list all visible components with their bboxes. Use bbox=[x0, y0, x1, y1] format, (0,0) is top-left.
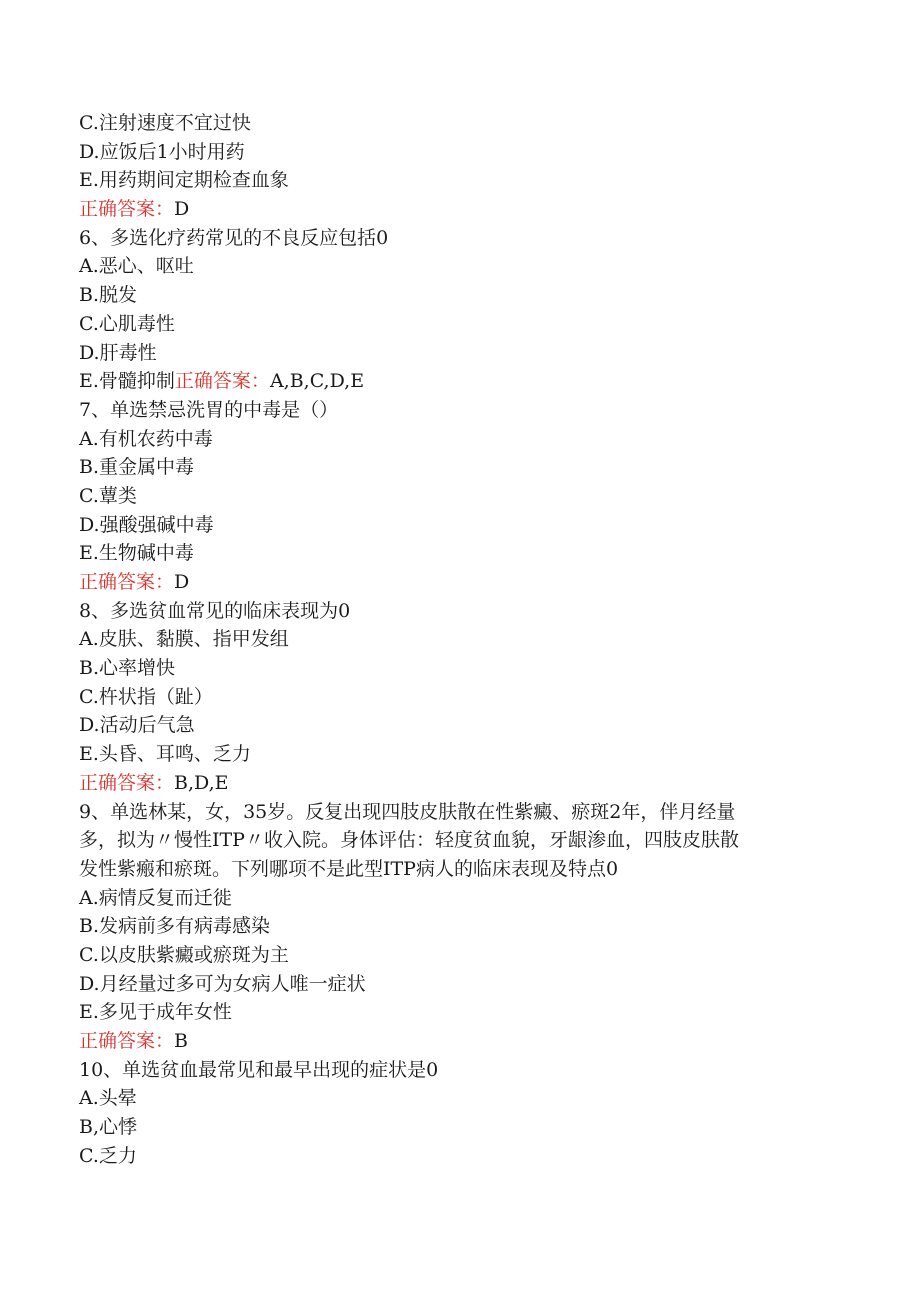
option-line: E.用药期间定期检查血象 bbox=[79, 169, 289, 192]
question-text-line: 9、单选林某，女，35岁。反复出现四肢皮肤散在性紫癜、瘀斑2年，伴月经量 bbox=[79, 800, 736, 823]
option-line: A.病情反复而迁徙 bbox=[79, 886, 232, 909]
answer-line bbox=[79, 769, 859, 798]
option-line: E.多见于成年女性 bbox=[79, 1001, 232, 1024]
option-line: E.生物碱中毒 bbox=[79, 542, 194, 565]
option-line: D.肝毒性 bbox=[79, 341, 157, 364]
question-text-line: 多，拟为〃慢性ITP〃收入院。身体评估：轻度贫血貌，牙龈渗血，四肢皮肤散 bbox=[79, 829, 739, 852]
answer-label: 正确答案： bbox=[79, 1030, 175, 1052]
answer-value: A,B,C,D,E bbox=[269, 370, 365, 393]
question-text: 6、多选化疗药常见的不良反应包括0 bbox=[79, 226, 389, 249]
option-line: D.强酸强碱中毒 bbox=[79, 513, 214, 536]
option-line: B.脱发 bbox=[79, 284, 138, 307]
answer-label: 正确答案： bbox=[79, 571, 175, 593]
option-line: B.发病前多有病毒感染 bbox=[79, 915, 271, 938]
option-line: C.心肌毒性 bbox=[79, 312, 175, 335]
question-text-line: 发性紫瘢和瘀斑。下列哪项不是此型ITP病人的临床表现及特点0 bbox=[79, 857, 619, 880]
option-line: A.有机农药中毒 bbox=[79, 427, 213, 450]
answer-label: 正确答案： bbox=[174, 370, 270, 393]
answer-label: 正确答案： bbox=[79, 771, 175, 794]
option-line: C.蕈类 bbox=[79, 484, 137, 507]
option-line: C.以皮肤紫癜或瘀斑为主 bbox=[79, 943, 289, 966]
answer-line bbox=[79, 195, 859, 224]
option-line: C.杵状指（趾） bbox=[79, 685, 213, 708]
option-line: A.头晕 bbox=[79, 1087, 137, 1110]
option-line: D.活动后气急 bbox=[79, 714, 195, 737]
option-line: D.应饭后1小时用药 bbox=[79, 140, 245, 163]
option-line: D.月经量过多可为女病人唯一症状 bbox=[79, 972, 366, 995]
answer-label: 正确答案： bbox=[79, 198, 175, 221]
option-line: B,心悸 bbox=[79, 1116, 138, 1139]
answer-value: D bbox=[174, 198, 190, 221]
option-line: C.乏力 bbox=[79, 1144, 137, 1167]
answer-value: B,D,E bbox=[174, 771, 229, 794]
option-line: A.恶心、呕吐 bbox=[79, 255, 194, 278]
option-line: A.皮肤、黏膜、指甲发组 bbox=[79, 628, 289, 651]
option-line: B.心率增快 bbox=[79, 657, 176, 680]
option-line bbox=[79, 367, 859, 396]
answer-line bbox=[79, 1027, 859, 1056]
question-text: 7、单选禁忌洗胃的中毒是（） bbox=[79, 398, 339, 421]
answer-value: D bbox=[174, 571, 190, 593]
option-text: E.骨髓抑制 bbox=[79, 370, 175, 393]
question-text bbox=[79, 798, 859, 884]
document-page bbox=[79, 109, 859, 1170]
option-line: C.注射速度不宜过快 bbox=[79, 112, 251, 134]
option-line: E.头昏、耳鸣、乏力 bbox=[79, 743, 251, 766]
answer-line bbox=[79, 568, 859, 597]
option-line: B.重金属中毒 bbox=[79, 456, 195, 479]
question-text: 8、多选贫血常见的临床表现为0 bbox=[79, 599, 351, 622]
answer-value: B bbox=[174, 1030, 188, 1052]
question-text: 10、单选贫血最常见和最早出现的症状是0 bbox=[79, 1058, 439, 1081]
